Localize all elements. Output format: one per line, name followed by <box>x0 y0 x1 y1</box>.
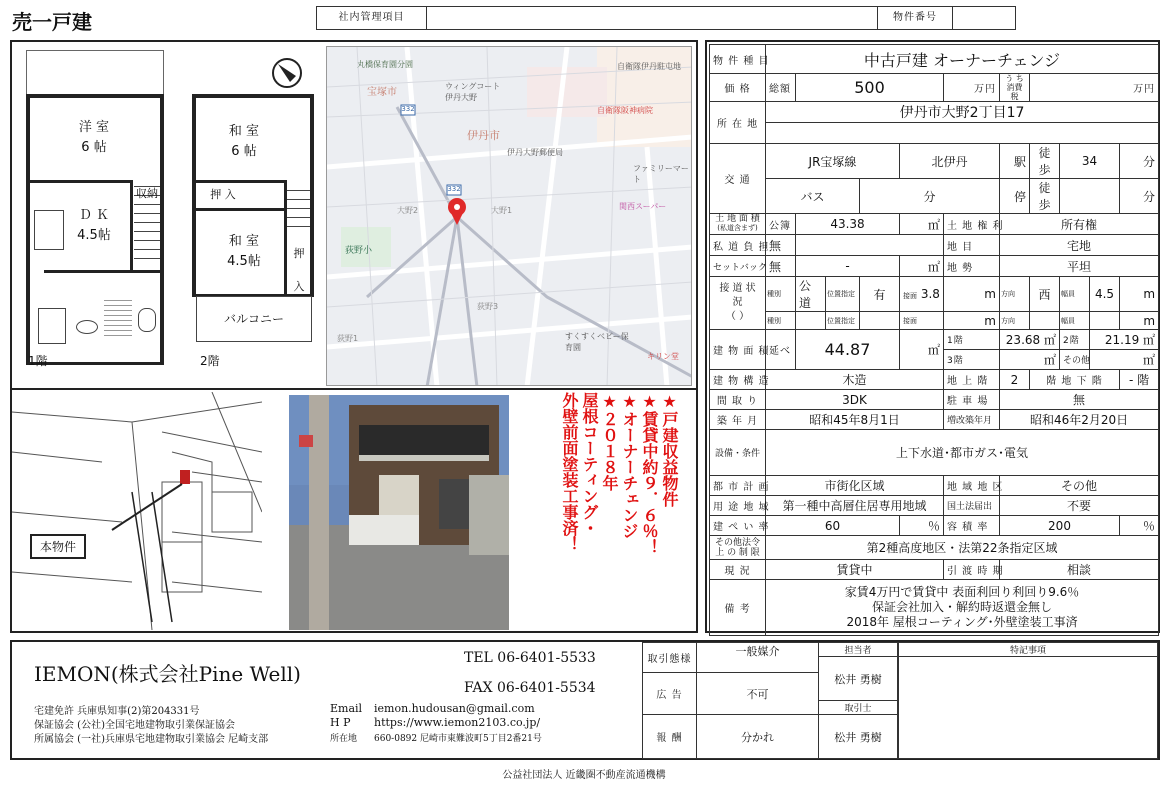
map-label-ogino3: 荻野3 <box>477 302 499 311</box>
price-unit: 万円 <box>944 74 1000 102</box>
address-label: 所 在 地 <box>710 102 766 144</box>
width-label-2: 幅員 <box>1060 312 1090 330</box>
extension-value: 昭和46年2月20日 <box>1000 410 1159 430</box>
map-label-kansai: 関西スーパー <box>619 202 667 211</box>
road-label: 接 道 状 況 （ ） <box>710 277 766 330</box>
private-road-label: 私 道 負 担 <box>710 235 766 256</box>
tel: TEL 06-6401-5533 <box>464 650 596 666</box>
area-map <box>326 46 692 386</box>
terrain-label: 地 勢 <box>944 256 1000 277</box>
spec-table <box>709 44 1159 636</box>
walk2-unit: 分 <box>1120 179 1159 214</box>
map-route-sign-2: 332 <box>447 185 461 193</box>
facilities-label: 設備・条件 <box>710 430 766 476</box>
map-label-hospital: 自衛隊阪神病院 <box>597 106 653 115</box>
land-right-label: 土 地 権 利 <box>944 214 1000 235</box>
site-plan <box>12 392 262 630</box>
ad-value: 不可 <box>697 673 819 715</box>
above-label: 地 上 階 <box>944 370 1000 390</box>
map-label-ono1: 大野1 <box>491 206 513 215</box>
staff-table <box>818 642 898 759</box>
line-name: JR宝塚線 <box>766 144 900 179</box>
notify-label: 国土法届出 <box>944 496 1000 516</box>
bus-label: バス <box>766 179 860 214</box>
use-label: 用 途 地 域 <box>710 496 766 516</box>
setback-area: - <box>796 256 900 277</box>
room-youshitsu: 洋 室 6 帖 <box>78 120 110 155</box>
designation-label-2: 位置指定 <box>826 312 860 330</box>
building-total: 44.87 <box>796 330 900 370</box>
below-label: 階 地 下 階 <box>1030 370 1120 390</box>
designation-value: 有 <box>860 277 900 312</box>
promo-col-5: 屋根コーティング・ <box>580 392 599 536</box>
far-unit: ％ <box>1120 516 1159 536</box>
setback-value: 無 <box>766 256 796 277</box>
above-value: 2 <box>1000 370 1030 390</box>
far-value: 200 <box>1000 516 1120 536</box>
hp-label: H P <box>330 716 351 729</box>
map-label-famima: ファミリーマート <box>633 164 689 184</box>
promo-col-6: 外壁前面塗装工事済！ <box>560 392 579 552</box>
map-label-kirindo: キリン堂 <box>647 352 679 361</box>
type-label: 物 件 種 目 <box>710 45 766 74</box>
width-unit: m <box>1120 277 1159 312</box>
built-label: 築 年 月 <box>710 410 766 430</box>
room-shuno: 収納 <box>136 187 158 200</box>
spec-panel <box>705 40 1160 633</box>
station-name: 北伊丹 <box>900 144 1000 179</box>
map-route-sign-1: 332 <box>401 105 415 113</box>
property-no-value <box>953 7 1015 29</box>
width-label: 幅員 <box>1060 277 1090 312</box>
remarks-line-2: 保証会社加入・解約時返還金無し <box>872 600 1053 614</box>
handover-value: 相談 <box>1000 560 1159 580</box>
below-value: - 階 <box>1120 370 1159 390</box>
property-no-label: 物件番号 <box>877 7 953 29</box>
district-value: その他 <box>1000 476 1159 496</box>
width-unit-2: m <box>1120 312 1159 330</box>
left-panel-divider <box>10 388 698 390</box>
room-oshiire-1: 押 入 <box>210 188 236 201</box>
structure-value: 木造 <box>766 370 944 390</box>
tax-label: う ち 消費税 <box>1000 74 1030 102</box>
f2-label: 2階 <box>1060 330 1090 350</box>
address-value: 伊丹市大野2丁目17 <box>766 102 1159 123</box>
price-total-label: 総額 <box>766 74 796 102</box>
agent-label: 取引士 <box>819 701 898 715</box>
hp-link[interactable]: https://www.iemon2103.co.jp/ <box>374 716 541 729</box>
notes-label: 特記事項 <box>899 643 1158 657</box>
chimoku-label: 地 目 <box>944 235 1000 256</box>
structure-label: 建 物 構 造 <box>710 370 766 390</box>
map-label-sdf: 自衛隊伊丹駐屯地 <box>617 62 681 71</box>
page-title: 売一戸建 <box>12 10 92 34</box>
use-value: 第一種中高層住居専用地域 <box>766 496 944 516</box>
promo-col-4: ★２０１８年 <box>600 392 619 491</box>
map-label-post: 伊丹大野郵便局 <box>507 148 563 157</box>
compass-icon <box>272 58 302 88</box>
map-label-ogino-school: 荻野小 <box>345 246 373 256</box>
fax: FAX 06-6401-5534 <box>464 680 596 696</box>
built-value: 昭和45年8月1日 <box>766 410 944 430</box>
designation-label: 位置指定 <box>826 277 860 312</box>
room-washitsu-2: 和 室 4.5帖 <box>227 234 261 269</box>
org-name: 公益社団法人 近畿圏不動産流通機構 <box>502 770 666 781</box>
facilities-value: 上下水道･都市ガス･電気 <box>766 430 1159 476</box>
fee-value: 分かれ <box>697 715 819 759</box>
tax-unit: 万円 <box>1030 74 1159 102</box>
setback-label: セットバック <box>710 256 766 277</box>
walk-unit: 分 <box>1120 144 1159 179</box>
bcr-value: 60 <box>766 516 900 536</box>
room-washitsu-1: 和 室 6 帖 <box>228 124 260 159</box>
license: 宅建免許 兵庫県知事(2)第204331号 <box>34 706 200 717</box>
parking-value: 無 <box>1000 390 1159 410</box>
agent-value: 松井 勇樹 <box>819 715 898 759</box>
map-label-park: 丸橋保育園分園 <box>357 60 413 69</box>
price-value: 500 <box>796 74 944 102</box>
map-label-takarazuka: 宝塚市 <box>367 87 397 98</box>
room-dk: Ｄ Ｋ 4.5帖 <box>77 208 111 243</box>
addr-label: 所在地 <box>330 734 358 744</box>
remarks-line-1: 家賃4万円で賃貸中 表面利回り利回り9.6％ <box>844 585 1080 599</box>
staff-label: 担当者 <box>819 643 898 657</box>
staff-value: 松井 勇樹 <box>819 657 898 701</box>
promo-col-3: ★オーナーチェンジ <box>620 392 639 539</box>
f1-value: 23.68 ㎡ <box>1000 330 1060 350</box>
header-bar <box>316 6 1016 30</box>
extension-label: 増改築年月 <box>944 410 1000 430</box>
map-label-ono2: 大野2 <box>397 206 419 215</box>
frontage-label-2: 接面 <box>900 312 944 330</box>
frontage-unit: m <box>944 277 1000 312</box>
deal-value: 一般媒介 <box>697 643 819 673</box>
bcr-unit: ％ <box>900 516 944 536</box>
site-label: 本物件 <box>30 534 86 559</box>
handover-label: 引 渡 時 期 <box>944 560 1000 580</box>
map-label-wingcourt: ウィングコート伊丹大野 <box>445 82 501 102</box>
promo-col-1: ★戸建収益物件 <box>660 392 679 507</box>
walk2-label: 徒歩 <box>1030 179 1060 214</box>
frontage-unit-2: m <box>944 312 1000 330</box>
location-pin-icon <box>447 197 467 227</box>
floor2-label: 2階 <box>200 354 220 368</box>
email-label: Email <box>330 702 363 715</box>
chimoku-value: 宅地 <box>1000 235 1159 256</box>
other-label: その他 <box>1060 350 1090 370</box>
layout-value: 3DK <box>766 390 944 410</box>
property-photo <box>289 395 509 630</box>
fee-label: 報 酬 <box>643 715 697 759</box>
map-label-itami: 伊丹市 <box>467 129 500 142</box>
company-name: IEMON(株式会社Pine Well) <box>34 662 301 686</box>
price-label: 価 格 <box>710 74 766 102</box>
setback-unit: ㎡ <box>900 256 944 277</box>
road-type-label-2: 種別 <box>766 312 796 330</box>
city-plan-value: 市街化区域 <box>766 476 944 496</box>
other-unit: ㎡ <box>1090 350 1159 370</box>
f3-label: 3階 <box>944 350 1000 370</box>
guarantee: 保証協会 (公社)全国宅地建物取引業保証協会 <box>34 720 235 731</box>
direction-value: 西 <box>1030 277 1060 312</box>
terrain-value: 平坦 <box>1000 256 1159 277</box>
remarks-line-3: 2018年 屋根コーティング･外壁塗装工事済 <box>846 615 1078 629</box>
promo-col-2: ★賃貸中約９．６％！ <box>640 392 659 555</box>
deal-table <box>642 642 819 759</box>
bcr-label: 建 ぺ い 率 <box>710 516 766 536</box>
email[interactable]: iemon.hudousan@gmail.com <box>374 702 535 715</box>
parking-label: 駐 車 場 <box>944 390 1000 410</box>
floor-plan <box>14 46 324 386</box>
type-value: 中古戸建 オーナーチェンジ <box>766 45 1159 74</box>
notify-value: 不要 <box>1000 496 1159 516</box>
status-label: 現 況 <box>710 560 766 580</box>
bus-unit: 分 <box>860 179 1000 214</box>
far-label: 容 積 率 <box>944 516 1000 536</box>
map-label-nursery: すくすくベビー保育園 <box>565 332 629 352</box>
f3-unit: ㎡ <box>1000 350 1060 370</box>
road-type-label: 種別 <box>766 277 796 312</box>
building-area-label: 建 物 面 積 <box>710 330 766 370</box>
land-area-type: 公簿 <box>766 214 796 235</box>
mgmt-label: 社内管理項目 <box>317 7 427 29</box>
room-oshiire-2: 押 入 <box>293 247 305 293</box>
transport-label: 交 通 <box>710 144 766 214</box>
addr: 660-0892 尼崎市東難波町5丁目2番21号 <box>374 734 542 744</box>
f2-value: 21.19 ㎡ <box>1090 330 1159 350</box>
remarks <box>766 580 1159 636</box>
direction-label-2: 方向 <box>1000 312 1030 330</box>
walk-min: 34 <box>1060 144 1120 179</box>
walk-label: 徒歩 <box>1030 144 1060 179</box>
room-balcony: バルコニー <box>223 312 284 326</box>
layout-label: 間 取 り <box>710 390 766 410</box>
floor1-label: 1階 <box>28 354 48 368</box>
ad-label: 広 告 <box>643 673 697 715</box>
deal-label: 取引態様 <box>643 643 697 673</box>
association: 所属協会 (一社)兵庫県宅地建物取引業協会 尼崎支部 <box>34 734 269 745</box>
other-limits-value: 第2種高度地区・法第22条指定区域 <box>766 536 1159 560</box>
land-area-unit: ㎡ <box>900 214 944 235</box>
mgmt-value <box>427 7 877 29</box>
f1-label: 1階 <box>944 330 1000 350</box>
stop-label: 停 <box>1000 179 1030 214</box>
notes-table <box>898 642 1158 759</box>
building-total-unit: ㎡ <box>900 330 944 370</box>
private-road-value: 無 <box>766 235 796 256</box>
district-label: 地 域 地 区 <box>944 476 1000 496</box>
station-suffix: 駅 <box>1000 144 1030 179</box>
other-limits-label: その他法令 上 の 制 限 <box>710 536 766 560</box>
map-label-ogino1: 荻野1 <box>337 334 359 343</box>
city-plan-label: 都 市 計 画 <box>710 476 766 496</box>
road-type-value: 公道 <box>796 277 826 312</box>
land-right-value: 所有権 <box>1000 214 1159 235</box>
land-area-label: 土 地 面 積 (私道含まず) <box>710 214 766 235</box>
direction-label: 方向 <box>1000 277 1030 312</box>
land-area-value: 43.38 <box>796 214 900 235</box>
status-value: 賃貸中 <box>766 560 944 580</box>
remarks-label: 備 考 <box>710 580 766 636</box>
frontage-value: 接面 3.8 <box>900 277 944 312</box>
width-value: 4.5 <box>1090 277 1120 312</box>
building-total-label: 延べ <box>766 330 796 370</box>
